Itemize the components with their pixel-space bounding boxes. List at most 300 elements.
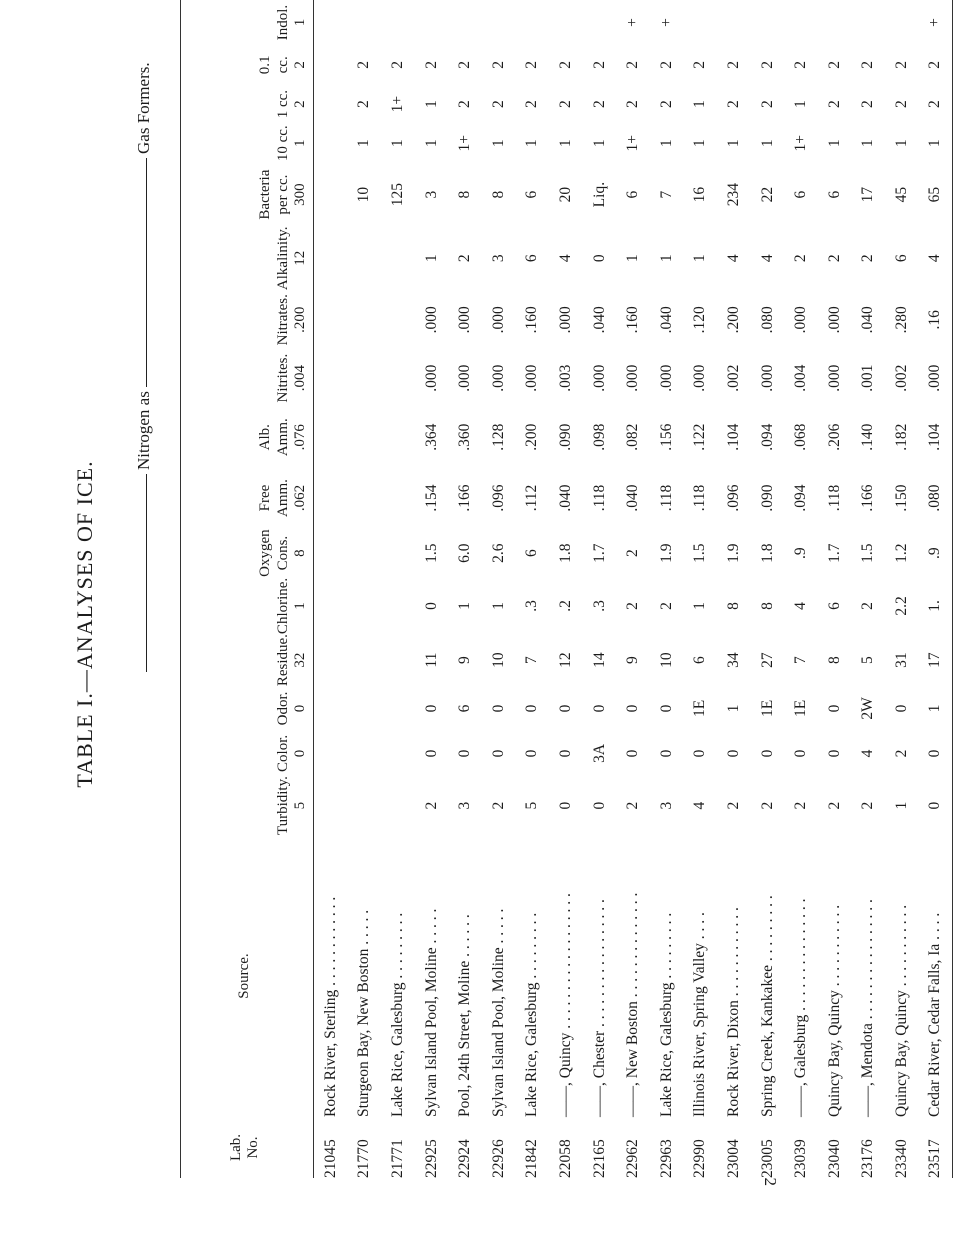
page-number: 2 xyxy=(761,1177,780,1186)
cell-lab-no: 23517 xyxy=(919,1117,953,1178)
header-chlorine: Chlorine. 1 xyxy=(181,578,314,634)
cell-source: Lake Rice, Galesburg . . . . . . . . . xyxy=(657,912,675,1117)
cell-free-amm: .040 xyxy=(556,484,574,512)
cell-color: 0 xyxy=(691,749,709,758)
cell-turbidity xyxy=(381,776,415,835)
cell-nitrites: .000 xyxy=(422,364,440,392)
cell-indol: + xyxy=(657,18,675,27)
cell-lab-no: 22165 xyxy=(590,1139,608,1178)
cell-nitrites xyxy=(348,349,382,406)
cell-free-amm xyxy=(314,468,348,529)
cell-tenth-cc: 2 xyxy=(892,60,910,69)
cell-turbidity: 0 xyxy=(919,776,953,835)
cell-free-amm: .118 xyxy=(590,484,608,512)
cell-turbidity: 5 xyxy=(523,801,541,810)
cell-color: 0 xyxy=(456,749,474,758)
header-nitrates: Nitrates. .200 xyxy=(181,290,314,349)
cell-bacteria-per-cc: 6 xyxy=(523,190,541,199)
cell-lab-no: 23176 xyxy=(859,1139,877,1178)
cell-lab-no: 22962 xyxy=(624,1139,642,1178)
cell-alb-amm: .200 xyxy=(523,423,541,451)
cell-alkalinity xyxy=(348,226,382,290)
cell-odor: 0 xyxy=(892,704,910,713)
cell-bacteria-per-cc: 17 xyxy=(859,186,877,203)
cell-alb-amm xyxy=(381,407,415,468)
cell-residue: 5 xyxy=(859,656,877,664)
cell-nitrites: .000 xyxy=(523,364,541,392)
cell-source: Lake Rice, Galesburg . . . . . . . . . xyxy=(388,912,406,1117)
cell-color: 0 xyxy=(624,749,642,758)
cell-nitrites: .002 xyxy=(724,364,742,392)
cell-alkalinity: 4 xyxy=(724,254,742,263)
cell-one-cc: 2 xyxy=(355,100,373,108)
cell-indol xyxy=(784,0,818,45)
cell-oxygen-cons: 6 xyxy=(523,549,541,557)
cell-oxygen-cons: 2.6 xyxy=(489,543,507,563)
cell-free-amm xyxy=(348,468,382,529)
cell-nitrates: .120 xyxy=(691,306,709,334)
cell-odor: 1E xyxy=(792,699,810,718)
cell-alkalinity: 4 xyxy=(758,254,776,263)
cell-bacteria-per-cc: 22 xyxy=(758,186,776,203)
cell-chlorine: 1 xyxy=(456,602,474,610)
cell-color: 3A xyxy=(590,743,608,763)
cell-tenth-cc: 2 xyxy=(724,60,742,69)
cell-source: Lake Rice, Galesburg . . . . . . . . . xyxy=(523,912,541,1117)
table-row xyxy=(348,0,382,1178)
cell-nitrates: .200 xyxy=(724,306,742,334)
cell-oxygen-cons: 1.5 xyxy=(691,543,709,563)
cell-nitrites: .004 xyxy=(792,364,810,392)
cell-odor: 1 xyxy=(724,704,742,713)
cell-residue: 14 xyxy=(590,652,608,668)
cell-indol xyxy=(818,0,852,45)
cell-residue: 27 xyxy=(758,652,776,668)
cell-indol xyxy=(482,0,516,45)
cell-color xyxy=(381,731,415,776)
cell-ten-cc: 1 xyxy=(355,139,373,148)
cell-free-amm: .118 xyxy=(691,484,709,512)
cell-lab-no: 22963 xyxy=(657,1139,675,1178)
cell-alb-amm: .182 xyxy=(892,423,910,451)
cell-one-cc: 1 xyxy=(422,100,440,108)
cell-bacteria-per-cc: 16 xyxy=(691,186,709,203)
cell-oxygen-cons: 1.7 xyxy=(590,543,608,563)
cell-source: Quincy Bay, Quincy . . . . . . . . . . . xyxy=(892,904,910,1117)
table-row xyxy=(549,0,583,1178)
header-free-amm: Free Amm. .062 xyxy=(181,468,314,529)
cell-nitrates: .000 xyxy=(825,306,843,334)
cell-tenth-cc: 2 xyxy=(825,60,843,69)
cell-indol xyxy=(549,0,583,45)
table-row xyxy=(516,0,550,1178)
cell-bacteria-per-cc: 7 xyxy=(657,190,675,199)
cell-lab-no: 21770 xyxy=(355,1139,373,1178)
table-row xyxy=(818,0,852,1178)
cell-ten-cc: 1 xyxy=(556,139,574,148)
cell-indol xyxy=(381,0,415,45)
cell-source: Illinois River, Spring Valley . . . . xyxy=(691,912,709,1117)
cell-nitrites: .000 xyxy=(691,364,709,392)
cell-odor: 0 xyxy=(590,704,608,713)
cell-tenth-cc: 2 xyxy=(523,60,541,69)
cell-nitrites: .003 xyxy=(556,364,574,392)
cell-lab-no: 23004 xyxy=(724,1139,742,1178)
cell-indol xyxy=(885,0,919,45)
header-color: Color. 0 xyxy=(181,731,314,776)
cell-residue xyxy=(381,634,415,686)
cell-tenth-cc: 2 xyxy=(624,60,642,69)
cell-one-cc: 2 xyxy=(456,100,474,108)
cell-source: ——, Quincy . . . . . . . . . . . . . . . . . . xyxy=(556,893,574,1117)
cell-residue: 17 xyxy=(919,634,953,686)
cell-bacteria-per-cc: 6 xyxy=(624,190,642,199)
cell-indol: + xyxy=(624,18,642,27)
cell-lab-no: 22990 xyxy=(691,1139,709,1178)
cell-ten-cc: 1 xyxy=(859,139,877,148)
cell-ten-cc: 1 xyxy=(657,139,675,148)
cell-bacteria-per-cc xyxy=(314,163,348,227)
table-row xyxy=(784,0,818,1178)
cell-indol xyxy=(348,0,382,45)
table-row xyxy=(852,0,886,1178)
cell-nitrates: .160 xyxy=(523,306,541,334)
cell-ten-cc: 1 xyxy=(422,139,440,148)
cell-bacteria-per-cc: 3 xyxy=(422,190,440,199)
cell-chlorine xyxy=(381,578,415,634)
cell-tenth-cc: 2 xyxy=(456,60,474,69)
cell-chlorine: 2 xyxy=(624,602,642,610)
cell-free-amm: .112 xyxy=(523,484,541,512)
cell-ten-cc: 1 xyxy=(758,139,776,148)
cell-alb-amm: .156 xyxy=(657,423,675,451)
cell-one-cc xyxy=(314,85,348,124)
cell-nitrates xyxy=(381,290,415,349)
cell-indol xyxy=(751,0,785,45)
cell-alb-amm: .104 xyxy=(919,407,953,468)
cell-free-amm: .154 xyxy=(422,484,440,512)
table-row xyxy=(381,0,415,1178)
gas-formers-group-label: Gas Formers. xyxy=(134,58,154,158)
cell-nitrites: .000 xyxy=(758,364,776,392)
header-residue: Residue. 32 xyxy=(181,634,314,686)
cell-free-amm: .090 xyxy=(758,484,776,512)
cell-free-amm: .118 xyxy=(825,484,843,512)
cell-lab-no: 21045 xyxy=(321,1139,339,1178)
cell-bacteria-per-cc: 10 xyxy=(355,186,373,203)
cell-residue: 10 xyxy=(489,652,507,668)
cell-oxygen-cons: 1.5 xyxy=(422,543,440,563)
header-source: Source. xyxy=(181,835,314,1117)
cell-alb-amm: .098 xyxy=(590,423,608,451)
cell-color: 0 xyxy=(422,749,440,758)
nitrogen-group-label: Nitrogen as xyxy=(134,387,154,474)
cell-bacteria-per-cc: 8 xyxy=(489,190,507,199)
header-bacteria-per-cc: Bacteria per cc. 300 xyxy=(181,163,314,227)
cell-tenth-cc: 2 xyxy=(556,60,574,69)
cell-chlorine: 6 xyxy=(825,602,843,610)
cell-turbidity: 2 xyxy=(422,801,440,810)
cell-ten-cc: 1 xyxy=(691,139,709,148)
cell-free-amm: .166 xyxy=(859,484,877,512)
header-odor: Odor. 0 xyxy=(181,686,314,731)
header-alb-amm: Alb. Amm. .076 xyxy=(181,407,314,468)
ice-analyses-table xyxy=(180,0,953,1178)
cell-nitrites xyxy=(381,349,415,406)
cell-oxygen-cons: .9 xyxy=(919,528,953,577)
cell-source: Spring Creek, Kankakee . . . . . . . . . xyxy=(758,895,776,1117)
cell-odor: 0 xyxy=(624,704,642,713)
cell-one-cc: 2 xyxy=(624,100,642,108)
cell-oxygen-cons: 1.7 xyxy=(825,543,843,563)
cell-nitrites: .000 xyxy=(657,364,675,392)
cell-color: 0 xyxy=(724,749,742,758)
table-title: TABLE I.—ANALYSES OF ICE. xyxy=(72,460,97,788)
cell-indol: + xyxy=(919,0,953,45)
cell-color: 0 xyxy=(556,749,574,758)
cell-alkalinity: 2 xyxy=(859,254,877,263)
cell-lab-no: 22058 xyxy=(556,1139,574,1178)
cell-chlorine: 1. xyxy=(919,578,953,634)
cell-color: 0 xyxy=(523,749,541,758)
cell-residue: 31 xyxy=(892,652,910,668)
cell-oxygen-cons xyxy=(381,528,415,577)
table-row xyxy=(684,0,718,1178)
cell-nitrites: .002 xyxy=(892,364,910,392)
cell-free-amm: .040 xyxy=(624,484,642,512)
cell-alb-amm: .364 xyxy=(422,423,440,451)
cell-alb-amm: .068 xyxy=(792,423,810,451)
header-oxygen-cons: Oxygen Cons. 8 xyxy=(181,528,314,577)
cell-nitrates: .040 xyxy=(859,306,877,334)
cell-one-cc: 2 xyxy=(657,100,675,108)
cell-tenth-cc: 2 xyxy=(388,60,406,69)
cell-alkalinity: 4 xyxy=(919,226,953,290)
cell-one-cc: 1 xyxy=(691,100,709,108)
cell-one-cc: 2 xyxy=(489,100,507,108)
cell-bacteria-per-cc: 45 xyxy=(892,186,910,203)
cell-tenth-cc: 2 xyxy=(758,60,776,69)
cell-nitrates: .000 xyxy=(456,306,474,334)
table-row xyxy=(885,0,919,1178)
cell-color: 4 xyxy=(859,749,877,758)
cell-oxygen-cons xyxy=(348,528,382,577)
cell-ten-cc: 1+ xyxy=(624,134,642,152)
cell-free-amm xyxy=(381,468,415,529)
cell-chlorine xyxy=(348,578,382,634)
cell-ten-cc: 1+ xyxy=(792,134,810,152)
cell-source: Rock River, Sterling . . . . . . . . . . . . xyxy=(321,896,339,1117)
cell-lab-no: 21771 xyxy=(388,1139,406,1178)
cell-source: Quincy Bay, Quincy . . . . . . . . . . . xyxy=(825,904,843,1117)
cell-oxygen-cons: 1.5 xyxy=(859,543,877,563)
cell-alb-amm: .082 xyxy=(624,423,642,451)
cell-indol xyxy=(684,0,718,45)
cell-nitrites: .000 xyxy=(825,364,843,392)
cell-turbidity: 0 xyxy=(590,801,608,810)
header-alkalinity: Alkalinity. 12 xyxy=(181,226,314,290)
cell-tenth-cc: 2 xyxy=(489,60,507,69)
cell-lab-no: 23005 xyxy=(758,1139,776,1178)
cell-turbidity: 2 xyxy=(758,801,776,810)
cell-free-amm: .096 xyxy=(724,484,742,512)
cell-lab-no: 23039 xyxy=(792,1139,810,1178)
table-row xyxy=(919,0,953,1178)
cell-odor xyxy=(348,686,382,731)
cell-alkalinity: 6 xyxy=(523,254,541,263)
cell-lab-no: 23040 xyxy=(825,1139,843,1178)
cell-bacteria-per-cc: 20 xyxy=(556,186,574,203)
cell-nitrates: .040 xyxy=(657,306,675,334)
cell-turbidity: 2 xyxy=(624,801,642,810)
cell-nitrites xyxy=(314,349,348,406)
cell-ten-cc: 1 xyxy=(489,139,507,148)
cell-residue: 9 xyxy=(624,656,642,664)
cell-odor: 0 xyxy=(422,704,440,713)
cell-nitrites: .000 xyxy=(456,364,474,392)
cell-residue: 12 xyxy=(556,652,574,668)
cell-color: 0 xyxy=(758,749,776,758)
cell-nitrites: .000 xyxy=(919,349,953,406)
cell-color: 0 xyxy=(489,749,507,758)
cell-source: ——, Galesburg . . . . . . . . . . . . . . . xyxy=(792,898,810,1117)
cell-alkalinity: 4 xyxy=(556,254,574,263)
cell-tenth-cc: 2 xyxy=(422,60,440,69)
cell-one-cc: 2 xyxy=(919,85,953,124)
cell-alkalinity xyxy=(381,226,415,290)
cell-indol xyxy=(583,0,617,45)
cell-chlorine: 1 xyxy=(691,602,709,610)
cell-one-cc: 2 xyxy=(724,100,742,108)
header-10-cc: 10 cc. 1 xyxy=(181,124,314,163)
cell-alkalinity: 1 xyxy=(657,254,675,263)
cell-odor: 1E xyxy=(758,699,776,718)
cell-nitrates: .000 xyxy=(792,306,810,334)
cell-color: 0 xyxy=(657,749,675,758)
cell-ten-cc: 1 xyxy=(825,139,843,148)
cell-chlorine: 2 xyxy=(859,602,877,610)
cell-nitrates: .000 xyxy=(489,306,507,334)
cell-alb-amm: .122 xyxy=(691,423,709,451)
cell-free-amm: .094 xyxy=(792,484,810,512)
cell-one-cc: 2 xyxy=(556,100,574,108)
cell-turbidity: 2 xyxy=(489,801,507,810)
cell-bacteria-per-cc: 6 xyxy=(792,190,810,199)
cell-bacteria-per-cc: 125 xyxy=(388,182,406,207)
cell-oxygen-cons xyxy=(314,528,348,577)
cell-tenth-cc: 2 xyxy=(919,45,953,84)
cell-residue: 6 xyxy=(691,656,709,664)
cell-nitrates xyxy=(314,290,348,349)
cell-chlorine: .3 xyxy=(523,600,541,612)
table-row xyxy=(415,0,449,1178)
cell-odor: 0 xyxy=(489,704,507,713)
cell-oxygen-cons: 1.8 xyxy=(758,543,776,563)
cell-chlorine: 1 xyxy=(489,602,507,610)
cell-nitrites: .000 xyxy=(624,364,642,392)
cell-bacteria-per-cc: 234 xyxy=(724,182,742,207)
table-row xyxy=(616,0,650,1178)
cell-odor: 0 xyxy=(523,704,541,713)
cell-nitrites: .001 xyxy=(859,364,877,392)
cell-free-amm: .166 xyxy=(456,484,474,512)
cell-residue: 34 xyxy=(724,652,742,668)
cell-lab-no: 22926 xyxy=(489,1139,507,1178)
cell-odor: 1E xyxy=(691,699,709,718)
header-lab-no: Lab. No. xyxy=(181,1117,314,1178)
cell-color: 0 xyxy=(825,749,843,758)
cell-alkalinity: 6 xyxy=(892,254,910,263)
cell-turbidity: 2 xyxy=(825,801,843,810)
cell-odor: 0 xyxy=(556,704,574,713)
cell-source: ——, Chester . . . . . . . . . . . . . . . . . xyxy=(590,899,608,1117)
cell-alb-amm: .090 xyxy=(556,423,574,451)
table-row xyxy=(314,0,348,1178)
cell-indol xyxy=(448,0,482,45)
cell-tenth-cc: 2 xyxy=(355,60,373,69)
cell-turbidity: 2 xyxy=(724,801,742,810)
cell-residue xyxy=(348,634,382,686)
cell-lab-no: 23340 xyxy=(892,1139,910,1178)
cell-indol xyxy=(717,0,751,45)
cell-alkalinity: 2 xyxy=(792,254,810,263)
cell-alb-amm xyxy=(314,407,348,468)
cell-oxygen-cons: 6.0 xyxy=(456,543,474,563)
cell-alb-amm: .128 xyxy=(489,423,507,451)
header-turbidity: Turbidity. 5 xyxy=(181,776,314,835)
cell-chlorine: .3 xyxy=(590,600,608,612)
cell-turbidity: 3 xyxy=(456,801,474,810)
cell-alb-amm xyxy=(348,407,382,468)
cell-oxygen-cons: .9 xyxy=(792,547,810,559)
cell-lab-no: 22924 xyxy=(456,1139,474,1178)
header-nitrites: Nitrites. .004 xyxy=(181,349,314,406)
cell-chlorine: 8 xyxy=(724,602,742,610)
cell-oxygen-cons: 1.9 xyxy=(724,543,742,563)
cell-ten-cc: 1 xyxy=(724,139,742,148)
header-0-1-cc: 0.1 cc. 2 xyxy=(181,45,314,84)
cell-turbidity xyxy=(314,776,348,835)
cell-free-amm: .080 xyxy=(919,468,953,529)
cell-nitrates: .160 xyxy=(624,306,642,334)
cell-ten-cc: 1 xyxy=(523,139,541,148)
cell-turbidity: 2 xyxy=(859,801,877,810)
cell-tenth-cc: 2 xyxy=(590,60,608,69)
cell-turbidity xyxy=(348,776,382,835)
cell-color: 2 xyxy=(892,749,910,758)
cell-indol xyxy=(415,0,449,45)
cell-source: Cedar River, Cedar Falls, Ia . . . . xyxy=(919,835,953,1117)
cell-alkalinity: 0 xyxy=(590,254,608,263)
cell-source: Sturgeon Bay, New Boston . . . . . xyxy=(355,909,373,1117)
cell-residue: 9 xyxy=(456,656,474,664)
cell-tenth-cc: 2 xyxy=(859,60,877,69)
cell-free-amm: .118 xyxy=(657,484,675,512)
cell-nitrates: .280 xyxy=(892,306,910,334)
cell-odor: 6 xyxy=(456,704,474,713)
cell-color: 0 xyxy=(919,731,953,776)
cell-nitrates: .16 xyxy=(919,290,953,349)
cell-color xyxy=(348,731,382,776)
cell-chlorine: .2 xyxy=(556,600,574,612)
cell-turbidity: 4 xyxy=(691,801,709,810)
cell-alkalinity: 2 xyxy=(456,254,474,263)
cell-one-cc: 1 xyxy=(792,100,810,108)
cell-nitrites: .000 xyxy=(590,364,608,392)
cell-chlorine: 4 xyxy=(792,602,810,610)
cell-oxygen-cons: 2 xyxy=(624,549,642,557)
cell-lab-no: 22925 xyxy=(422,1139,440,1178)
